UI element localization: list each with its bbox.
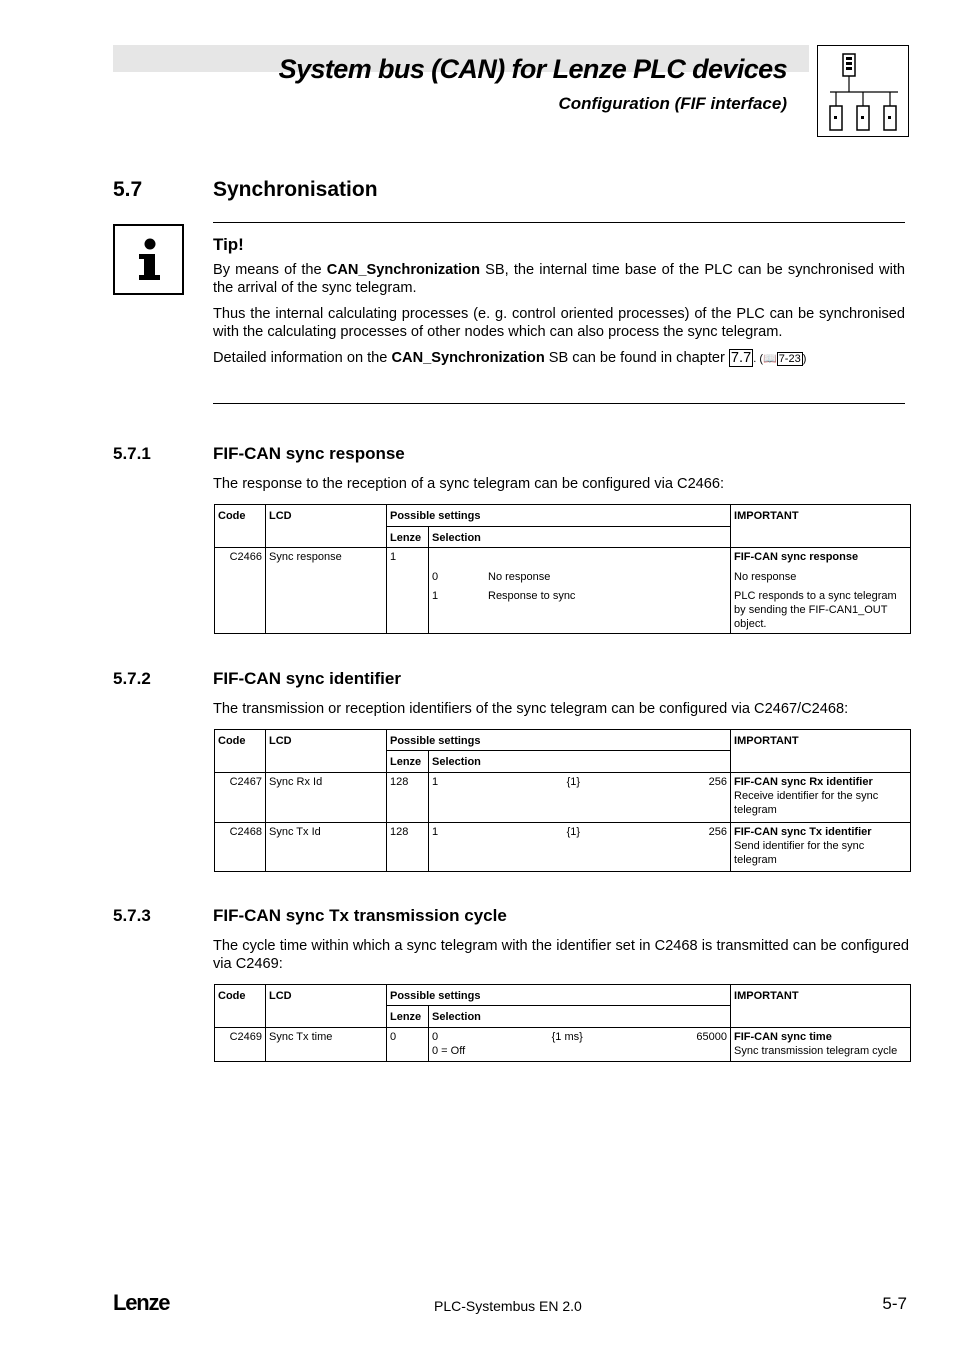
lenze-cell: 128 [387, 823, 429, 872]
subsection-text: The transmission or reception identifiers of the sync telegram can be configured via C2467/C2468: [213, 701, 849, 717]
header-lcd: LCD [266, 505, 387, 548]
table-row [215, 823, 911, 872]
selection-cell: 1 {1} 256 [429, 773, 731, 823]
selection-cell: 0 No response 1 Response to sync [429, 548, 731, 634]
tip-paragraph-3: Detailed information on the CAN_Synchronization SB can be found in chapter 7.7 . (📖 7-23 ) [213, 350, 807, 366]
header-lenze: Lenze [387, 1006, 429, 1028]
table-row [215, 1028, 911, 1062]
lenze-cell: 1 [387, 548, 429, 634]
lcd-cell: Sync Tx time [266, 1028, 387, 1062]
section-number: 5.7 [113, 178, 143, 201]
lcd-cell: Sync Tx Id [266, 823, 387, 872]
important-cell: FIF-CAN sync time Sync transmission telegram cycle [731, 1028, 911, 1062]
book-icon: 📖 [762, 353, 777, 365]
code-cell: C2468 [215, 823, 266, 872]
header-lenze: Lenze [387, 751, 429, 773]
divider [213, 403, 905, 404]
header-possible-settings: Possible settings [387, 730, 731, 751]
tip-paragraph-2: Thus the internal calculating processes (e. g. control oriented processes) of the PLC can be synchronised with the calculating processes of other nodes which can also process the sync telegram. [213, 306, 905, 340]
header-code: Code [215, 985, 266, 1028]
header-code: Code [215, 505, 266, 548]
important-cell: FIF-CAN sync response No response PLC responds to a sync telegram by sending the FIF-CAN1_OUT object. [731, 548, 911, 634]
header-selection: Selection [429, 527, 731, 548]
table-row [215, 773, 911, 823]
lcd-cell: Sync Rx Id [266, 773, 387, 823]
code-cell: C2467 [215, 773, 266, 823]
page-subtitle: Configuration (FIF interface) [558, 94, 787, 113]
selection-cell: 0 {1 ms} 65000 0 = Off [429, 1028, 731, 1062]
divider [213, 222, 905, 223]
subsection-number: 5.7.3 [113, 906, 151, 925]
header-lcd: LCD [266, 985, 387, 1028]
info-icon [113, 224, 184, 295]
header-lcd: LCD [266, 730, 387, 773]
lenze-logo [113, 1292, 183, 1319]
page-title: System bus (CAN) for Lenze PLC devices [278, 54, 787, 84]
can-network-icon [817, 45, 909, 137]
header-important: IMPORTANT [731, 730, 911, 773]
parameter-table-sync-time [214, 984, 911, 1062]
subsection-title: FIF-CAN sync Tx transmission cycle [213, 906, 507, 925]
tip-block [213, 236, 905, 376]
subsection-text: The cycle time within which a sync telegram with the identifier set in C2468 is transmitted can be configured via C2469: [213, 938, 909, 972]
code-cell: C2469 [215, 1028, 266, 1062]
page-number: 5-7 [882, 1294, 907, 1313]
lcd-cell: Sync response [266, 548, 387, 634]
header-important: IMPORTANT [731, 505, 911, 548]
tip-paragraph-1: By means of the CAN_Synchronization SB, the internal time base of the PLC can be synchronised with the arrival of the sync telegram. [213, 262, 905, 296]
lenze-cell: 0 [387, 1028, 429, 1062]
header-selection: Selection [429, 751, 731, 773]
svg-text:Lenze: Lenze [113, 1292, 170, 1314]
document-name: PLC-Systembus EN 2.0 [434, 1298, 582, 1314]
subsection-title: FIF-CAN sync response [213, 444, 405, 463]
lenze-cell: 128 [387, 773, 429, 823]
tip-label: Tip! [213, 235, 244, 254]
table-row [215, 548, 911, 634]
selection-cell: 1 {1} 256 [429, 823, 731, 872]
subsection-number: 5.7.2 [113, 669, 151, 688]
important-cell: FIF-CAN sync Rx identifier Receive identifier for the sync telegram [731, 773, 911, 823]
parameter-table-sync-response [214, 504, 911, 634]
subsection-number: 5.7.1 [113, 444, 151, 463]
header-lenze: Lenze [387, 527, 429, 548]
code-cell: C2466 [215, 548, 266, 634]
subsection-title: FIF-CAN sync identifier [213, 669, 401, 688]
page-reference-link[interactable]: 7-23 [778, 353, 801, 365]
parameter-table-sync-identifier [214, 729, 911, 872]
header-possible-settings: Possible settings [387, 985, 731, 1006]
header-possible-settings: Possible settings [387, 505, 731, 527]
subsection-text: The response to the reception of a sync telegram can be configured via C2466: [213, 476, 725, 492]
header-code: Code [215, 730, 266, 773]
header-important: IMPORTANT [731, 985, 911, 1028]
section-title: Synchronisation [213, 178, 378, 201]
header-selection: Selection [429, 1006, 731, 1028]
important-cell: FIF-CAN sync Tx identifier Send identifier for the sync telegram [731, 823, 911, 872]
chapter-link[interactable]: 7.7 [730, 350, 752, 366]
